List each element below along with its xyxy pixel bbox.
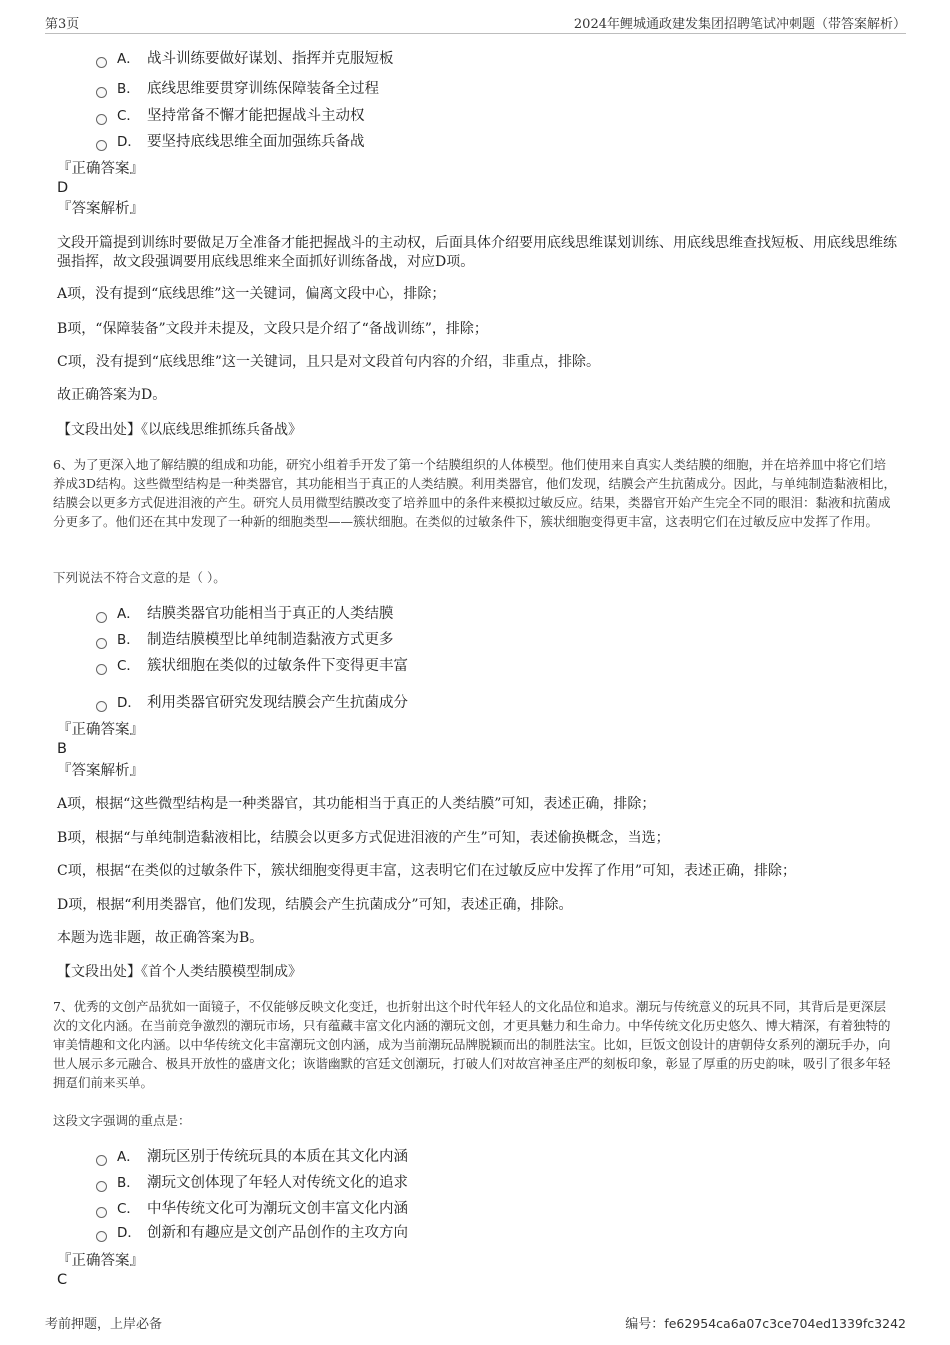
q5-option-b[interactable]: B． 底线思维要贯穿训练保障装备全过程 (96, 78, 379, 100)
page-number: 第3页 (45, 17, 80, 32)
q5-source: 【文段出处】《以底线思维抓练兵备战》 (57, 422, 302, 438)
q6-analysis-line: D项，根据“利用类器官，他们发现，结膜会产生抗菌成分”可知，表述正确，排除。 (57, 897, 573, 913)
q6-option-d[interactable]: D． 利用类器官研究发现结膜会产生抗菌成分 (96, 692, 408, 714)
q5-option-c[interactable]: C． 坚持常备不懈才能把握战斗主动权 (96, 105, 365, 127)
q6-answer-label: 『正确答案』 (57, 722, 144, 738)
q5-analysis-line: C项，没有提到“底线思维”这一关键词，且只是对文段首句内容的介绍，非重点，排除。 (57, 354, 601, 370)
radio-button-icon[interactable] (96, 1207, 107, 1218)
q5-option-a[interactable]: A． 战斗训练要做好谋划、指挥并克服短板 (96, 48, 394, 70)
q7-option-b[interactable]: B． 潮玩文创体现了年轻人对传统文化的追求 (96, 1172, 408, 1194)
radio-button-icon[interactable] (96, 638, 107, 649)
footer-slogan: 考前押题，上岸必备 (45, 1317, 163, 1332)
document-code: 编号：fe62954ca6a07c3ce704ed1339fc3242 (625, 1316, 906, 1332)
radio-button-icon[interactable] (96, 1181, 107, 1192)
q7-option-c[interactable]: C． 中华传统文化可为潮玩文创丰富文化内涵 (96, 1198, 408, 1220)
radio-button-icon[interactable] (96, 140, 107, 151)
radio-button-icon[interactable] (96, 1231, 107, 1242)
page-footer (45, 1313, 906, 1333)
q6-option-a[interactable]: A． 结膜类器官功能相当于真正的人类结膜 (96, 603, 394, 625)
q7-prompt: 这段文字强调的重点是： (53, 1113, 191, 1128)
radio-button-icon[interactable] (96, 57, 107, 68)
q6-answer: B (57, 741, 67, 757)
q5-answer-label: 『正确答案』 (57, 161, 144, 177)
q6-conclusion: 本题为选非题，故正确答案为B。 (57, 930, 264, 946)
q5-answer: D (57, 180, 69, 196)
radio-button-icon[interactable] (96, 612, 107, 623)
radio-button-icon[interactable] (96, 664, 107, 675)
q7-question-text: 7、优秀的文创产品犹如一面镜子，不仅能够反映文化变迁，也折射出这个时代年轻人的文化品位和追求。潮玩与传统意义的玩具不同，其背后是更深层次的文化内涵。在当前竞争激烈的潮玩市场，只有蕴藏丰富文化内涵的潮玩文创，才更具魅力和生命力。中华传统文化历史悠久、博大精深，有着独特的审美情趣和文化内涵。以中华传统文化丰富潮玩文创内涵，成为当前潮玩品牌脱颖而出的制胜法宝。比如，巨饭文创设计的唐朝侍女系列的潮玩手办，向世人展示多元融合、极具开放性的盛唐文化；诙谐幽默的宫廷文创潮玩，打破人们对故宫神圣庄严的刻板印象，彰显了厚重的历史韵味，吸引了很多年轻拥趸们前来买单。 (53, 999, 891, 1090)
q5-option-d[interactable]: D． 要坚持底线思维全面加强练兵备战 (96, 131, 365, 153)
q5-analysis-line: B项，“保障装备”文段并未提及，文段只是介绍了“备战训练”，排除； (57, 321, 488, 337)
q6-option-c[interactable]: C． 簇状细胞在类似的过敏条件下变得更丰富 (96, 655, 408, 677)
q6-source: 【文段出处】《首个人类结膜模型制成》 (57, 964, 302, 980)
q6-analysis-line: B项，根据“与单纯制造黏液相比，结膜会以更多方式促进泪液的产生”可知，表述偷换概念，当选； (57, 830, 670, 846)
q7-answer-label: 『正确答案』 (57, 1253, 144, 1269)
page-header (45, 13, 906, 34)
q5-analysis-paragraph: 文段开篇提到训练时要做足万全准备才能把握战斗的主动权，后面具体介绍要用底线思维谋划训练、用底线思维查找短板、用底线思维练强指挥，故文段强调要用底线思维来全面抓好训练备战，对应D项。 (57, 235, 897, 270)
document-title: 2024年鲤城通政建发集团招聘笔试冲刺题（带答案解析） (573, 17, 906, 32)
q6-question-text: 6、为了更深入地了解结膜的组成和功能，研究小组着手开发了第一个结膜组织的人体模型。他们使用来自真实人类结膜的细胞，并在培养皿中将它们培养成3D结构。这些微型结构是一种类器官，其功能相当于真正的人类结膜。利用类器官，他们发现，结膜会产生抗菌成分。因此，与单纯制造黏液相比，结膜会以更多方式促进泪液的产生。研究人员用微型结膜改变了培养皿中的条件来模拟过敏反应。结果，类器官开始产生完全不同的眼泪：黏液和抗菌成分更多了。他们还在其中发现了一种新的细胞类型——簇状细胞。在类似的过敏条件下，簇状细胞变得更丰富，这表明它们在过敏反应中发挥了作用。 (53, 457, 896, 529)
radio-button-icon[interactable] (96, 87, 107, 98)
radio-button-icon[interactable] (96, 114, 107, 125)
q6-option-b[interactable]: B． 制造结膜模型比单纯制造黏液方式更多 (96, 629, 394, 651)
q6-analysis-label: 『答案解析』 (57, 763, 144, 779)
q6-analysis-line: C项，根据“在类似的过敏条件下，簇状细胞变得更丰富，这表明它们在过敏反应中发挥了作用”可知，表述正确，排除； (57, 863, 797, 879)
q6-prompt: 下列说法不符合文意的是（ ）。 (53, 570, 226, 585)
q5-conclusion: 故正确答案为D。 (57, 387, 167, 403)
radio-button-icon[interactable] (96, 701, 107, 712)
q7-answer: C (57, 1272, 68, 1288)
q7-option-a[interactable]: A． 潮玩区别于传统玩具的本质在其文化内涵 (96, 1146, 408, 1168)
q7-option-d[interactable]: D． 创新和有趣应是文创产品创作的主攻方向 (96, 1222, 408, 1244)
q6-analysis-line: A项，根据“这些微型结构是一种类器官，其功能相当于真正的人类结膜”可知，表述正确，排除； (57, 796, 656, 812)
q5-analysis-line: A项，没有提到“底线思维”这一关键词，偏离文段中心，排除； (57, 286, 446, 302)
q5-analysis-label: 『答案解析』 (57, 201, 144, 217)
radio-button-icon[interactable] (96, 1155, 107, 1166)
